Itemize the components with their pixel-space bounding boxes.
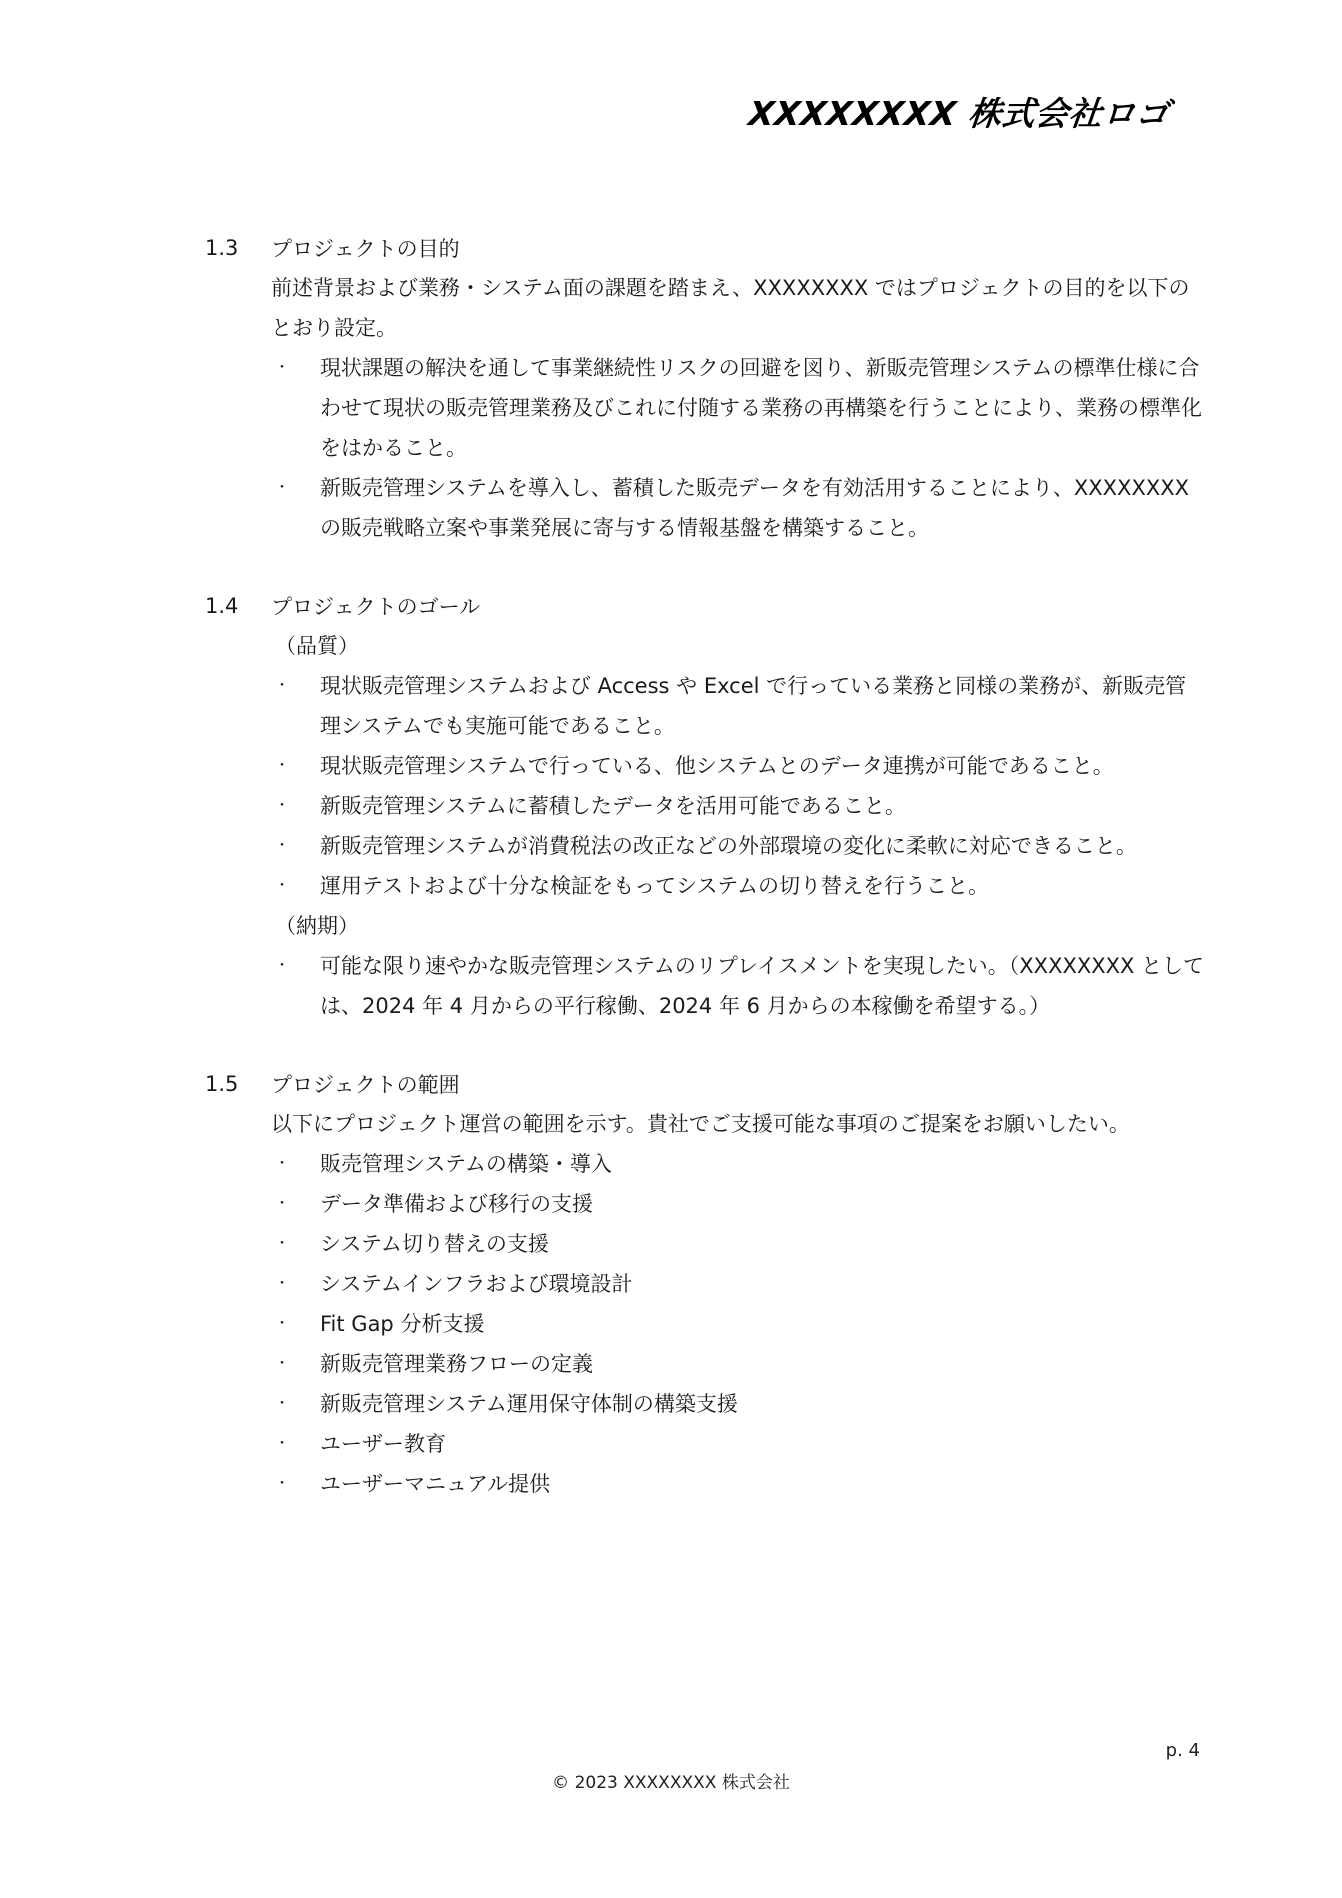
delivery-bullet-list	[271, 946, 1205, 1026]
list-item	[271, 826, 1205, 866]
bullet-icon: ・	[275, 1436, 289, 1452]
list-item	[271, 1264, 1205, 1304]
list-item-text: 現状販売管理システムおよび Access や Excel で行っている業務と同様の業務が、新販売管理システムでも実施可能であること。	[320, 674, 1187, 738]
bullet-icon: ・	[275, 798, 289, 814]
list-item	[271, 1464, 1205, 1504]
quality-label: （品質）	[275, 634, 359, 658]
bullet-icon: ・	[275, 480, 289, 496]
list-item-text: 現状販売管理システムで行っている、他システムとのデータ連携が可能であること。	[320, 754, 1114, 778]
list-item	[271, 1384, 1205, 1424]
list-item-text: 現状課題の解決を通して事業継続性リスクの回避を図り、新販売管理システムの標準仕様に合わせて現状の販売管理業務及びこれに付随する業務の再構築を行うことにより、業務の標準化をはかること。	[320, 356, 1202, 460]
company-logo: XXXXXXXX 株式会社ロゴ	[747, 94, 1172, 133]
copyright-footer: © 2023 XXXXXXXX 株式会社	[552, 1773, 790, 1793]
section-number: 1.5	[205, 1072, 239, 1096]
bullet-icon: ・	[275, 1476, 289, 1492]
bullet-icon: ・	[275, 360, 289, 376]
list-item	[271, 1344, 1205, 1384]
section-heading	[205, 228, 1205, 268]
list-item-text: システムインフラおよび環境設計	[320, 1272, 633, 1296]
section-intro: 以下にプロジェクト運営の範囲を示す。貴社でご支援可能な事項のご提案をお願いしたい。	[271, 1112, 1130, 1136]
list-item	[271, 348, 1205, 468]
list-item-text: 可能な限り速やかな販売管理システムのリプレイスメントを実現したい。（XXXXXXXX としては、2024 年 4 月からの平行稼働、2024 年 6 月からの本稼働を希望する。）	[320, 954, 1205, 1018]
delivery-label: （納期）	[275, 914, 359, 938]
purpose-bullet-list	[271, 348, 1205, 548]
bullet-icon: ・	[275, 758, 289, 774]
list-item-text: ユーザー教育	[320, 1432, 446, 1456]
bullet-icon: ・	[275, 1356, 289, 1372]
list-item-text: 販売管理システムの構築・導入	[320, 1152, 612, 1176]
list-item-text: 運用テストおよび十分な検証をもってシステムの切り替えを行うこと。	[320, 874, 990, 898]
quality-bullet-list	[271, 666, 1205, 906]
document-body	[205, 228, 1205, 1542]
bullet-icon: ・	[275, 838, 289, 854]
bullet-icon: ・	[275, 878, 289, 894]
section-number: 1.3	[205, 236, 239, 260]
section-heading	[205, 1064, 1205, 1104]
list-item	[271, 1424, 1205, 1464]
bullet-icon: ・	[275, 1316, 289, 1332]
list-item-text: 新販売管理システム運用保守体制の構築支援	[320, 1392, 738, 1416]
section-intro: 前述背景および業務・システム面の課題を踏まえ、XXXXXXXX ではプロジェクトの目的を以下のとおり設定。	[271, 276, 1190, 340]
list-item-text: 新販売管理システムを導入し、蓄積した販売データを有効活用することにより、XXXXXXXX の販売戦略立案や事業発展に寄与する情報基盤を構築すること。	[320, 476, 1189, 540]
section-title: プロジェクトの範囲	[271, 1073, 460, 1097]
scope-bullet-list	[271, 1144, 1205, 1504]
list-item	[271, 946, 1205, 1026]
list-item	[271, 1184, 1205, 1224]
list-item	[271, 866, 1205, 906]
bullet-icon: ・	[275, 1276, 289, 1292]
bullet-icon: ・	[275, 1196, 289, 1212]
list-item-text: ユーザーマニュアル提供	[320, 1472, 551, 1496]
bullet-icon: ・	[275, 1396, 289, 1412]
section-number: 1.4	[205, 594, 239, 618]
list-item-text: 新販売管理業務フローの定義	[320, 1352, 593, 1376]
list-item	[271, 666, 1205, 746]
section-heading	[205, 586, 1205, 626]
list-item-text: Fit Gap 分析支援	[320, 1312, 485, 1336]
list-item	[271, 746, 1205, 786]
list-item-text: システム切り替えの支援	[320, 1232, 549, 1256]
page-number: p. 4	[1165, 1740, 1200, 1761]
list-item-text: 新販売管理システムが消費税法の改正などの外部環境の変化に柔軟に対応できること。	[320, 834, 1137, 858]
bullet-icon: ・	[275, 958, 289, 974]
list-item	[271, 468, 1205, 548]
list-item	[271, 1144, 1205, 1184]
bullet-icon: ・	[275, 678, 289, 694]
section-title: プロジェクトの目的	[271, 237, 460, 261]
list-item-text: 新販売管理システムに蓄積したデータを活用可能であること。	[320, 794, 906, 818]
bullet-icon: ・	[275, 1236, 289, 1252]
section-project-scope	[205, 1064, 1205, 1504]
section-project-goals	[205, 586, 1205, 1026]
list-item	[271, 1224, 1205, 1264]
list-item-text: データ準備および移行の支援	[320, 1192, 593, 1216]
list-item	[271, 786, 1205, 826]
bullet-icon: ・	[275, 1156, 289, 1172]
section-title: プロジェクトのゴール	[271, 595, 481, 619]
section-project-purpose	[205, 228, 1205, 548]
list-item	[271, 1304, 1205, 1344]
